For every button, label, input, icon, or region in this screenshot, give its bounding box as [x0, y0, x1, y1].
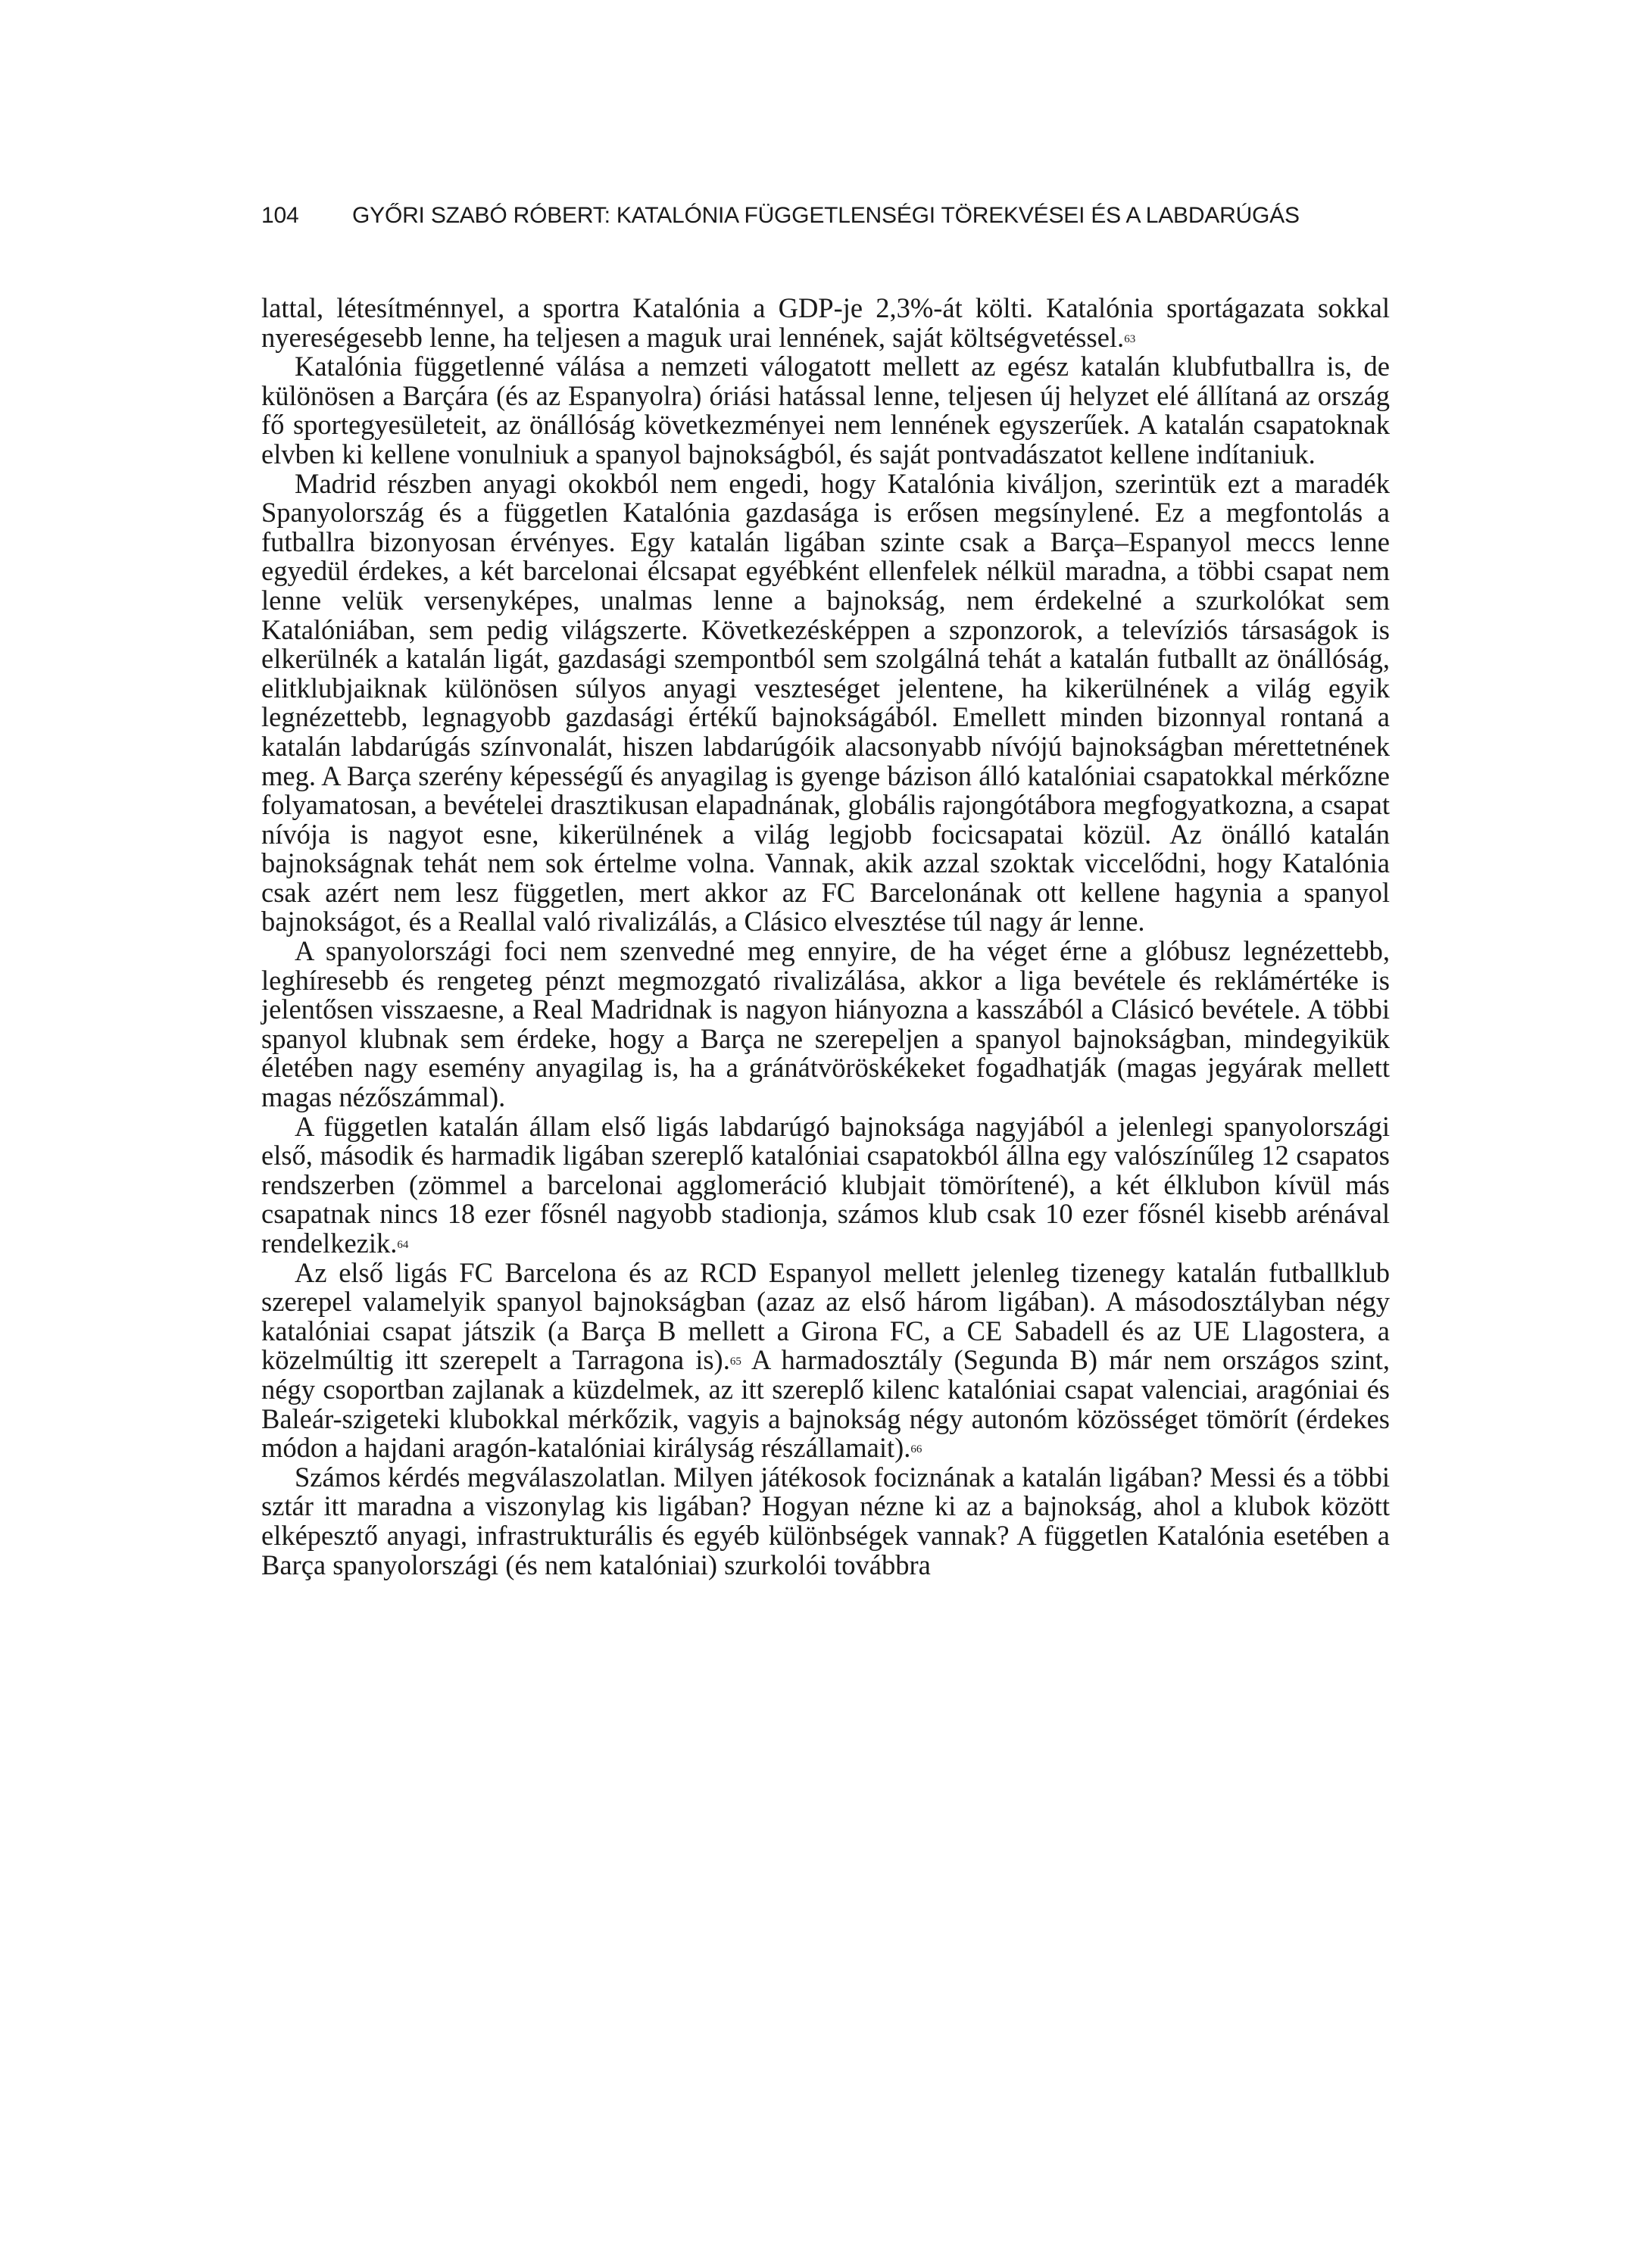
paragraph-text: lattal, létesítménnyel, a sportra Katalónia a GDP-je 2,3%-át költi. Katalónia sportágazata sokkal nyereségesebb lenne, ha teljesen a maguk urai lennének, saját költségvetéssel. — [261, 292, 1390, 353]
paragraph — [261, 1112, 1390, 1259]
paragraph-text: A spanyolországi foci nem szenvedné meg ennyire, de ha véget érne a glóbusz legnézettebb, leghíresebb és rengeteg pénzt megmozgató rivalizálása, akkor a liga bevétele és reklámértéke is jelentősen visszaesne, a Real Madridnak is nagyon hiányozna a kasszából a Clásicó bevétele. A többi spanyol klubnak sem érdeke, hogy a Barça ne szerepeljen a spanyol bajnokságban, mindegyikük életében nagy esemény anyagilag is, ha a gránátvöröskékeket fogadhatják (magas jegyárak mellett magas nézőszámmal). — [261, 935, 1390, 1113]
footnote-ref: 66 — [910, 1443, 922, 1456]
footnote-ref: 64 — [397, 1239, 409, 1251]
paragraph — [261, 937, 1390, 1112]
paragraph — [261, 1256, 1390, 1464]
paragraph — [261, 467, 1390, 937]
body-text — [261, 294, 1390, 1580]
paragraph-text: A független katalán állam első ligás labdarúgó bajnoksága nagyjából a jelenlegi spanyolországi első, második és harmadik ligában szereplő katalóniai csapatokból állna egy valószínűleg 12 csapatos rendszerben (zömmel a barcelonai agglomeráció klubjait tömörítené), a két élklubon kívül más csapatnak nincs 18 ezer fősnél nagyobb stadionja, számos klub csak 10 ezer fősnél kisebb arénával rendelkezik. — [261, 1110, 1390, 1259]
paragraph — [261, 1463, 1390, 1580]
paragraph — [261, 294, 1390, 352]
footnote-ref: 63 — [1124, 332, 1136, 345]
paragraph-text: Katalónia függetlenné válása a nemzeti válogatott mellett az egész katalán klubfutballra is, de különösen a Barçára (és az Espanyolra) óriási hatással lenne, teljesen új helyzet elé állítaná az ország fő sportegyesületeit, az önállóság következményei nem lennének egyszerűek. A katalán csapatoknak elvben ki kellene vonulniuk a spanyol bajnokságból, és saját pontvadászatot kellene indítaniuk. — [261, 351, 1390, 470]
paragraph — [261, 352, 1390, 469]
page-number: 104 — [261, 203, 299, 228]
running-header — [261, 203, 1390, 229]
paragraph-text: Számos kérdés megválaszolatlan. Milyen játékosok fociznának a katalán ligában? Messi és a többi sztár itt maradna a viszonylag kis ligában? Hogyan nézne ki az a bajnokság, ahol a klubok között elképesztő anyagi, infrastrukturális és egyéb különbségek vannak? A független Katalónia esetében a Barça spanyolországi (és nem katalóniai) szurkolói továbbra — [261, 1461, 1390, 1580]
running-title: GYŐRI SZABÓ RÓBERT: KATALÓNIA FÜGGETLENSÉGI TÖREKVÉSEI ÉS A LABDARÚGÁS — [352, 203, 1300, 228]
footnote-ref: 65 — [729, 1355, 741, 1368]
paragraph-text: Madrid részben anyagi okokból nem engedi, hogy Katalónia kiváljon, szerintük ezt a maradék Spanyolország és a független Katalónia gazdasága is erősen megsínylené. Ez a megfontolás a futballra bizonyosan érvényes. Egy katalán ligában szinte csak a Barça–Espanyol meccs lenne egyedül érdekes, a két barcelonai élcsapat egyébként ellenfelek nélkül maradna, a többi csapat nem lenne velük versenyképes, unalmas lenne a bajnokság, nem érdekelné a szurkolókat sem Katalóniában, sem pedig világszerte. Következésképpen a szponzorok, a televíziós társaságok is elkerülnék a katalán ligát, gazdasági szempontból sem szolgálná tehát a katalán futballt az önállóság, elitklubjaiknak különösen súlyos anyagi veszteséget jelentene, ha kikerülnének a világ egyik legnézettebb, legnagyobb gazdasági értékű bajnokságából. Emellett minden bizonnyal rontaná a katalán labdarúgás színvonalát, hiszen labdarúgóik alacsonyabb nívójú bajnokságban mérettetnének meg. A Barça szerény képességű és anyagilag is gyenge bázison álló katalóniai csapatokkal mérkőzne folyamatosan, a bevételei drasztikusan elapadnának, globális rajongótábora megfogyatkozna, a csapat nívója is nagyot esne, kikerülnének a világ legjobb focicsapatai közül. Az önálló katalán bajnokságnak tehát nem sok értelme volna. Vannak, akik azzal szoktak viccelődni, hogy Katalónia csak azért nem lesz független, mert akkor az FC Barcelonának ott kellene hagynia a spanyol bajnokságot, és a Reallal való rivalizálás, a Clásico elvesztése túl nagy ár lenne. — [261, 467, 1390, 937]
paragraph-text: Az első ligás FC Barcelona és az RCD Espanyol mellett jelenleg tizenegy katalán futballklub szerepel valamelyik spanyol bajnokságban (azaz az első három ligában). A másodosztályban négy katalóniai csapat játszik (a Barça B mellett a Girona FC, a CE Sabadell és az UE Llagostera, a közelmúltig itt szerepelt a Tarragona is). — [261, 1256, 1390, 1376]
paragraph-text: A harmadosztály (Segunda B) már nem országos szint, négy csoportban zajlanak a küzdelmek, az itt szereplő kilenc katalóniai csapat valenciai, aragóniai és Baleár-szigeteki klubokkal mérkőzik, vagyis a bajnokság négy autonóm közösséget tömörít (érdekes módon a hajdani aragón-katalóniai királyság részállamait). — [261, 1344, 1390, 1464]
